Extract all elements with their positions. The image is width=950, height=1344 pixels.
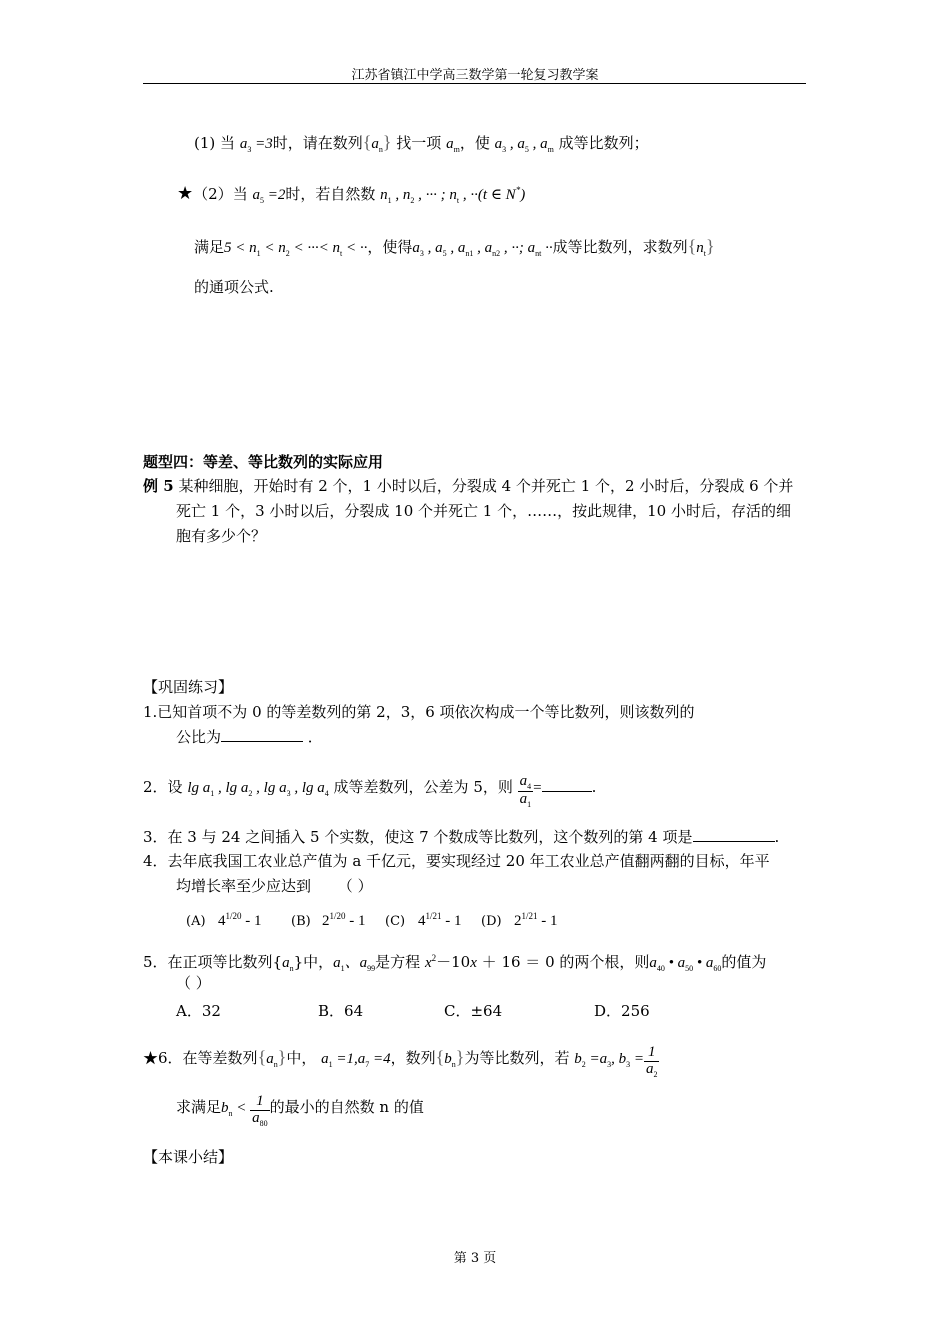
formula-lg-sequence: $\lg a_1$ , $\lg a_2$ , $\lg a_3$ , $\lg a_4$ — [187, 779, 329, 798]
formula-b2-b3: $b_2 =a_3$, $b_3$ = — [574, 1051, 644, 1070]
practice-5-option-a: A．32 — [176, 1002, 221, 1020]
practice-4-option-a-label: (A) — [186, 914, 206, 929]
practice-5-line-1: 5．在正项等比数列$\{a_n\}$中，$a_1$、$a_{99}$是方程 $x^2-10x + 16 = 0$ 的两个根，则$a_{40}$ • $a_{50}$ • $a_{60}$的值为 — [143, 953, 767, 973]
section-4-title: 题型四：等差、等比数列的实际应用 — [143, 453, 384, 471]
formula-n-sequence: $n_1$ , $n_2$ , ··· ; $n_t$ , ··(t ∈ N*) — [380, 185, 526, 205]
page-header-title: 江苏省镇江中学高三数学第一轮复习教学案 — [351, 68, 599, 83]
formula-bn-lt: $b_n$ < — [221, 1100, 251, 1119]
practice-6-line-1: ★6．在等差数列$\{a_n\}$中， $a_1 =1,a_7 =4$，数列$\{b_n\}$为等比数列，若 $b_2 =a_3$, $b_3$ = $\frac{1}{a_2}$ — [143, 1044, 658, 1079]
formula-am: $a_m$ — [446, 136, 460, 154]
formula-quadratic: $x^2$ — [424, 953, 437, 971]
question-1-line: (1) 当 $a_3 =3$时，请在数列$\{a_n\}$ 找一项 $a_m$，使 $a_3$ , $a_5$ , $a_m$ 成等比数列； — [194, 132, 649, 154]
practice-4-line-2: 均增长率至少应达到 （ ） — [176, 877, 373, 895]
practice-4-line-1: 4．去年底我国工农业总产值为 a 千亿元，要实现经过 20 年工农业总产值翻两翻的目标，年平 — [143, 852, 770, 870]
practice-1-line-2: 公比为 ． — [176, 728, 323, 746]
practice-4-option-c-label: (C) — [385, 914, 406, 929]
practice-5-option-d: D．256 — [594, 1002, 650, 1020]
example-5-line-3: 胞有多少个？ — [176, 527, 267, 545]
formula-an: $a_n$ — [371, 136, 383, 154]
formula-one-over-a2: $\frac{1}{a_2}$ — [645, 1044, 658, 1079]
practice-5-option-c: C．±64 — [444, 1002, 503, 1020]
formula-geometric-terms: $a_3$ , $a_5$ , $a_{n1}$ , $a_{n2}$ , ··; $a_{nt}$ ·· — [412, 240, 553, 258]
formula-a3-eq-3: $a_3 =3$ — [239, 136, 273, 154]
formula-option-d: $2^{1/21} - 1$ — [514, 911, 558, 929]
practice-6-line-2: 求满足$b_n$ < $\frac{1}{a_{80}}$ 的最小的自然数 n 的值 — [176, 1093, 424, 1128]
example-5-line-2: 死亡 1 个，3 小时以后，分裂成 10 个并死亡 1 个，……，按此规律，10 小时后，存活的细 — [176, 502, 791, 520]
summary-title: 【本课小结】 — [143, 1148, 234, 1166]
formula-a3-a5-am: $a_3$ , $a_5$ , $a_m$ — [494, 136, 554, 154]
formula-product: $a_{40}$ • $a_{50}$ • $a_{60}$ — [649, 955, 722, 973]
page-number: 第 3 页 — [453, 1251, 497, 1266]
question-2-line-3: 的通项公式. — [194, 278, 274, 296]
practice-4-option-b-label: (B) — [291, 914, 311, 929]
example-5-line-1: 例 5 某种细胞，开始时有 2 个，1 小时以后，分裂成 4 个并死亡 1 个，2 小时后，分裂成 6 个并 — [143, 477, 794, 495]
formula-a5-eq-2: $a_5 =2$ — [252, 187, 286, 205]
practice-4-option-d-label: (D) — [481, 914, 502, 929]
header-rule — [143, 83, 806, 84]
practice-5-paren: （ ） — [176, 974, 211, 992]
practice-3-line: 3．在 3 与 24 之间插入 5 个实数，使这 7 个数成等比数列，这个数列的第 4 项是 . — [143, 828, 780, 846]
formula-option-a: $4^{1/20} - 1$ — [218, 911, 262, 929]
answer-blank[interactable] — [221, 727, 303, 742]
question-2-line-1: ★（2）当 $a_5 =2$时，若自然数 $n_1$ , $n_2$ , ··· ; $n_t$ , ··(t ∈ N*) — [177, 183, 526, 205]
answer-blank[interactable] — [542, 777, 592, 792]
question-2-line-2: 满足$5 < n_1 < n_2$ < ···< $n_t$ < ··，使得$a_3$ , $a_5$ , $a_{n1}$ , $a_{n2}$ , ··; $a_{nt}$ ··成等比数列，求数列$\{n_t\}$ — [194, 236, 715, 258]
formula-nt: $n_t$ — [696, 240, 707, 258]
answer-blank[interactable] — [693, 827, 775, 842]
formula-option-b: $2^{1/20} - 1$ — [322, 911, 366, 929]
practice-1-line-1: 1.已知首项不为 0 的等差数列的第 2，3，6 项依次构成一个等比数列，则该数列的 — [143, 703, 695, 721]
formula-a1-a99: $a_1$、$a_{99}$ — [333, 955, 376, 973]
formula-inequality: $5 < n_1 < n_2$ < ···< $n_t$ < ·· — [224, 240, 368, 258]
formula-option-c: $4^{1/21} - 1$ — [418, 911, 462, 929]
formula-one-over-a80: $\frac{1}{a_{80}}$ — [252, 1093, 268, 1128]
formula-a4-over-a1: $\frac{a_4}{a_1}$ — [519, 773, 532, 810]
practice-5-option-b: B．64 — [318, 1002, 364, 1020]
formula-a1-a7: $a_1 =1,a_7 =4$ — [321, 1051, 391, 1070]
practice-2-line: 2．设 $\lg a_1$ , $\lg a_2$ , $\lg a_3$ , $\lg a_4$ 成等差数列，公差为 5，则 $\frac{a_4}{a_1}$ = . — [143, 773, 597, 810]
practice-title: 【巩固练习】 — [143, 678, 234, 696]
